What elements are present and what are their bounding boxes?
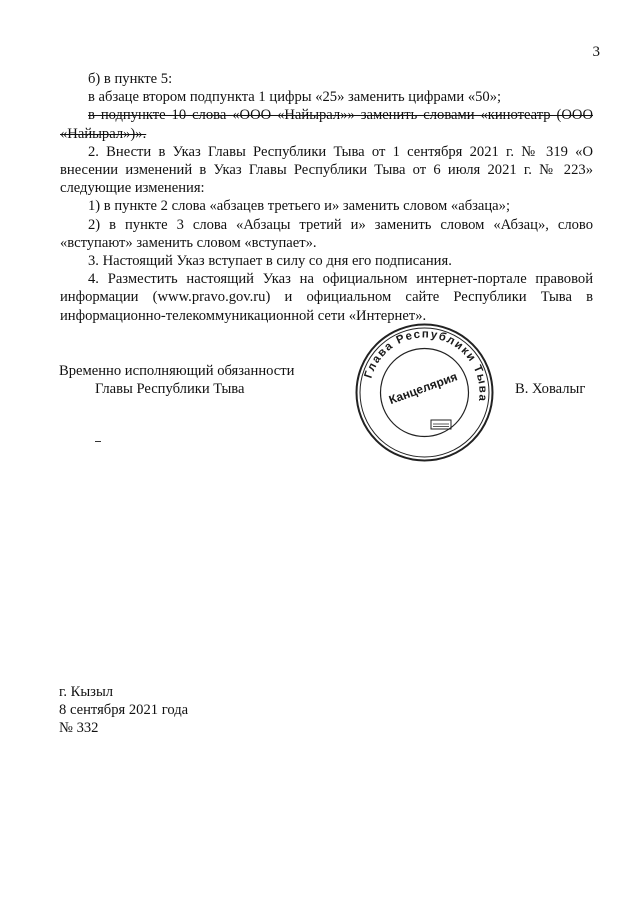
paragraph-point-2: 2. Внести в Указ Главы Республики Тыва от 1 сентября 2021 г. № 319 «О внесении изменений в Указ Главы Республики Тыва от 6 июля 2021 г. № 223» следующие изменения:	[60, 143, 593, 197]
document-footer	[59, 683, 188, 738]
seal-emblem	[431, 420, 451, 429]
page-number: 3	[592, 44, 600, 60]
paragraph-point-4: 4. Разместить настоящий Указ на официальном интернет-портале правовой информации (www.pravo.gov.ru) и официальном сайте Республики Тыва в информационно-телекоммуникационной сети «Интернет».	[60, 271, 593, 324]
seal-ring-text: Глава Республики Тыва	[362, 328, 489, 404]
signature-title-line2: Главы Республики Тыва	[95, 381, 245, 398]
paragraph-change-2: 2) в пункте 3 слова «Абзацы третий и» заменить словом «Абзац», слово «вступают» заменить словом «вступает».	[60, 216, 593, 251]
paragraph-subpoint-1: в абзаце втором подпункта 1 цифры «25» заменить цифрами «50»;	[88, 89, 502, 106]
paragraph-point-3: 3. Настоящий Указ вступает в силу со дня его подписания.	[88, 253, 452, 270]
signature-title	[59, 362, 294, 398]
paragraph-change-1: 1) в пункте 2 слова «абзацев третьего и» заменить словом «абзаца»;	[88, 198, 511, 215]
footer-date: 8 сентября 2021 года	[59, 702, 189, 719]
signature-title-line1: Временно исполняющий обязанности	[59, 363, 295, 379]
paragraph-subpoint-10: в подпункте 10 слова «ООО «Найырал»» заменить словами «кинотеатр (ООО «Найырал»)».	[60, 107, 593, 142]
document-body	[60, 70, 593, 325]
footer-city: г. Кызыл	[59, 684, 114, 700]
official-seal	[352, 320, 497, 465]
footer-number: № 332	[59, 720, 99, 737]
paragraph-item-b: б) в пункте 5:	[88, 71, 173, 87]
stray-mark	[95, 441, 101, 442]
signer-name: В. Ховалыг	[515, 381, 586, 397]
seal-center-text: Канцелярия	[387, 369, 460, 408]
